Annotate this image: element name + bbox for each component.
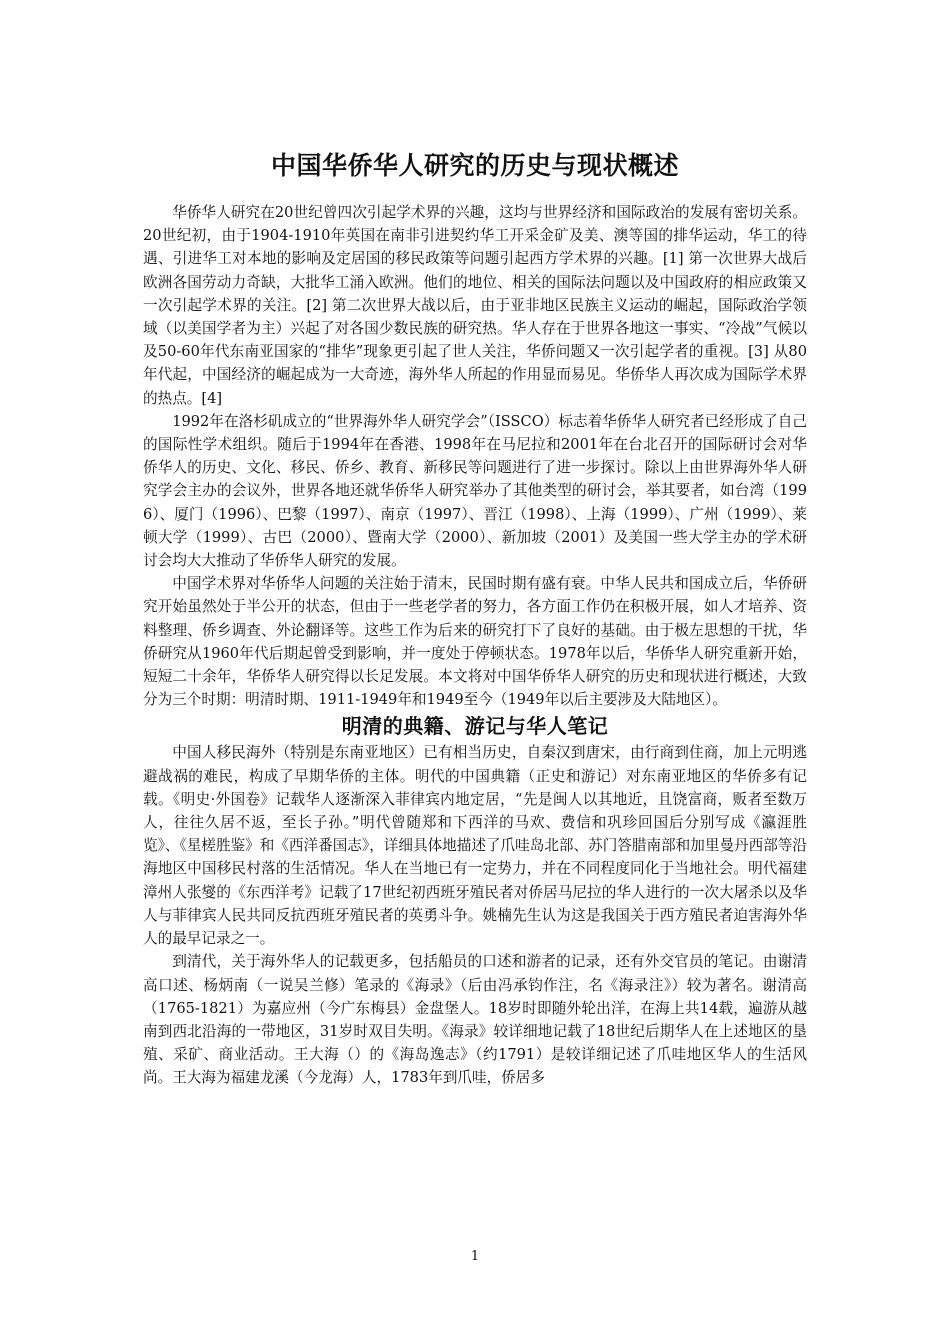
paragraph-section-1: 中国人移民海外（特别是东南亚地区）已有相当历史，自秦汉到唐宋，由行商到住商，加上元明逃避战祸的难民，构成了早期华侨的主体。明代的中国典籍（正史和游记）对东南亚地区的华侨多有记载。《明史·外国卷》记载华人逐渐深入菲律宾内地定居，“先是闽人以其地近，且饶富商，贩者至数万人，往往久居不返，至长子孙。”明代曾随郑和下西洋的马欢、费信和巩珍回国后分别写成《瀛涯胜览》、《星槎胜鉴》和《西洋番国志》，详细具体地描述了爪哇岛北部、苏门答腊南部和加里曼丹西部等沿海地区中国移民村落的生活情况。华人在当地已有一定势力，并在不同程度同化于当地社会。明代福建漳州人张燮的《东西洋考》记载了17世纪初西班牙殖民者对侨居马尼拉的华人进行的一次大屠杀以及华人与菲律宾人民共同反抗西班牙殖民者的英勇斗争。姚楠先生认为这是我国关于西方殖民者迫害海外华人的最早记录之一。	[143, 744, 808, 948]
page-number: 1	[470, 1249, 480, 1264]
paragraph-intro-2: 1992年在洛杉矶成立的“世界海外华人研究学会”（ISSCO）标志着华侨华人研究者已经形成了自己的国际性学术组织。随后于1994年在香港、1998年在马尼拉和2001年在台北召开的国际研讨会对华侨华人的历史、文化、移民、侨乡、教育、新移民等问题进行了进一步探讨。除以上由世界海外华人研究学会主办的会议外，世界各地还就华侨华人研究举办了其他类型的研讨会，举其要者，如台湾（1996）、厦门（1996）、巴黎（1997）、南京（1997）、晋江（1998）、上海（1999）、广州（1999）、莱顿大学（1999）、古巴（2000）、暨南大学（2000）、新加坡（2001）及美国一些大学主办的学术研讨会均大大推动了华侨华人研究的发展。	[143, 412, 807, 570]
document-title: 中国华侨华人研究的历史与现状概述	[270, 150, 679, 180]
paragraph-intro-3: 中国学术界对华侨华人问题的关注始于清末，民国时期有盛有衰。中华人民共和国成立后，华侨研究开始虽然处于半公开的状态，但由于一些老学者的努力，各方面工作仍在积极开展，如人才培养、资料整理、侨乡调查、外论翻译等。这些工作为后来的研究打下了良好的基础。由于极左思想的干扰，华侨研究从1960年代后期起曾受到影响，并一度处于停顿状态。1978年以后，华侨华人研究重新开始，短短二十余年，华侨华人研究得以长足发展。本文将对中国华侨华人研究的历史和现状进行概述，大致分为三个时期：明清时期、1911-1949年和1949至今（1949年以后主要涉及大陆地区）。	[143, 575, 807, 709]
paragraph-section-2: 到清代，关于海外华人的记载更多，包括船员的口述和游者的记录，还有外交官员的笔记。由谢清高口述、杨炳南（一说吴兰修）笔录的《海录》（后由冯承钧作注，名《海录注》）较为著名。谢清高（1765-1821）为嘉应州（今广东梅县）金盘堡人。18岁时即随外轮出洋，在海上共14载，遍游从越南到西北沿海的一带地区，31岁时双目失明。《海录》较详细地记载了18世纪后期华人在上述地区的垦殖、采矿、商业活动。王大海（）的《海岛逸志》（约1791）是较详细记述了爪哇地区华人的生活风尚。王大海为福建龙溪（今龙海）人，1783年到爪哇，侨居多	[143, 953, 807, 1087]
paragraph-intro-1: 华侨华人研究在20世纪曾四次引起学术界的兴趣，这均与世界经济和国际政治的发展有密切关系。20世纪初，由于1904-1910年英国在南非引进契约华工开采金矿及美、澳等国的排华运动，华工的待遇、引进华工对本地的影响及定居国的移民政策等问题引起西方学术界的兴趣。[1] 第一次世界大战后欧洲各国劳动力奇缺，大批华工涌入欧洲。他们的地位、相关的国际法问题以及中国政府的相应政策又一次引起学术界的关注。[2] 第二次世界大战以后，由于亚非地区民族主义运动的崛起，国际政治学领域（以美国学者为主）兴起了对各国少数民族的研究热。华人存在于世界各地这一事实、“冷战”气候以及50-60年代东南亚国家的“排华”现象更引起了世人关注，华侨问题又一次引起学者的重视。[3] 从80年代起，中国经济的崛起成为一大奇迹，海外华人所起的作用显而易见。华侨华人再次成为国际学术界的热点。[4]	[143, 204, 807, 407]
section-heading: 明清的典籍、游记与华人笔记	[341, 714, 609, 739]
document-body	[143, 201, 807, 1090]
